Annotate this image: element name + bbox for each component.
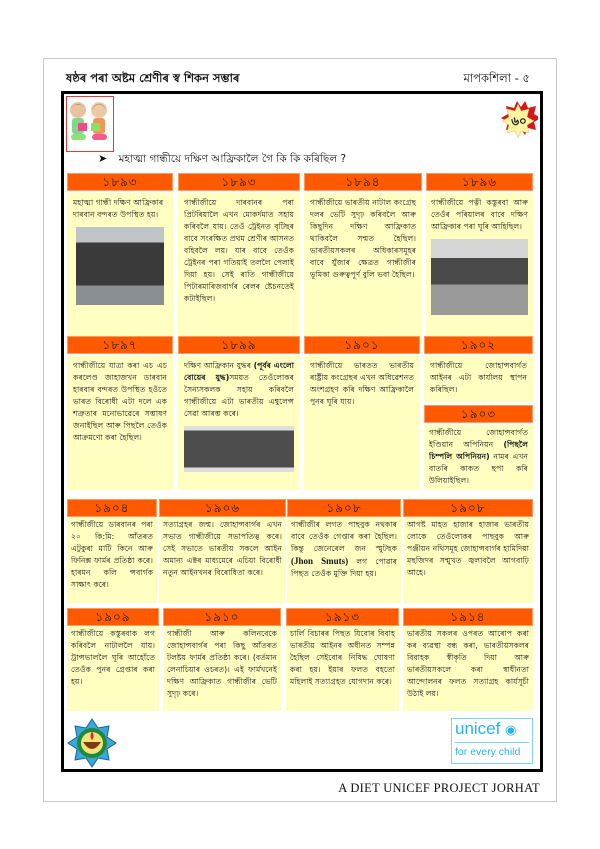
event-text	[184, 360, 294, 420]
event-text: গান্ধীজী আৰু কলিনবেকে জোহান্সবাৰ্গৰ পৰা কিছু আঁতৰত টলষ্টয় ফাৰ্মৰ প্ৰতিষ্ঠা কৰে। (বৰ্তমান লেনাচিয়াৰ ওচৰত)। এই ফাৰ্মখনেই দক্ষিণ আফ্ৰিকাত গান্ধীজীৰ ভেটি সুদৃঢ় কৰে।	[163, 626, 281, 711]
event-text: সত্যাগ্ৰহৰ জন্ম। জোহান্সবাৰ্গৰ এখন সভাত গান্ধীজীয়ে সভাপতিত্ব কৰে। সেই সভাতে ভাৰতীয় সকলে আইন অমান্য এক্টৰ মাধ্যমেৰে এচিয়া বিৰোধী নতুন আইনখনৰ বিৰোধিতা কৰে।	[159, 517, 286, 603]
event-year: ১৮৯৭	[67, 336, 173, 354]
badge-number: ৬০	[511, 114, 527, 128]
event-body	[426, 193, 533, 344]
event-year: ১৯০১	[304, 336, 420, 354]
unicef-globe-icon: ◉	[505, 722, 517, 737]
event-card-1904	[67, 499, 157, 603]
text-bold-part: (পূৰ্বৰ এংলো বোয়েৰ যুদ্ধ)	[184, 361, 295, 382]
event-card-1902	[424, 336, 533, 402]
event-year: ১৯০৮	[287, 499, 401, 517]
event-text: গান্ধীজীয়ে পত্নী কস্তুৰবা আৰু তেওঁৰ পৰিয়ালৰ বাবে দক্ষিণ আফ্ৰিকাৰ পৰা ঘূৰি আহিছিল।	[431, 198, 528, 231]
event-card-1897	[67, 336, 173, 490]
text-bold-part: (পিছলৈ চিম্পলি অপিনিয়ন)	[429, 440, 528, 461]
event-card-1903	[424, 405, 533, 490]
event-card-1896	[426, 173, 533, 344]
event-card-1899	[178, 336, 300, 490]
arrow-bullet-icon: ➤	[98, 152, 108, 165]
footer-credit: A DIET UNICEF PROJECT JORHAT	[338, 781, 540, 795]
text-bold-part: (Jhon Smuts)	[291, 556, 349, 566]
text-part: লগ পোৱাৰ পিছত তেওঁক মুক্তি দিয়া হয়।	[291, 557, 398, 578]
event-year: ১৯০২	[424, 336, 533, 354]
question	[98, 152, 346, 169]
event-text	[424, 425, 533, 490]
event-year: ১৯০৩	[424, 405, 533, 423]
diet-emblem-icon	[67, 718, 117, 768]
event-text: মহাত্মা গান্ধী দক্ষিণ আফ্ৰিকাৰ দাৰবান বন্দৰত উপস্থিত হয়।	[73, 198, 164, 219]
page-badge	[498, 100, 538, 140]
question-text: মহাত্মা গান্ধীয়ে দক্ষিণ আফ্ৰিকালৈ গৈ কি কি কৰিছিল ?	[118, 153, 347, 165]
event-year: ১৯০৬	[159, 499, 286, 517]
event-text	[287, 517, 401, 603]
event-text: গান্ধীজীয়ে জোহান্সবাৰ্গত আইনৰ এটা কাৰ্যালয় স্থাপন কৰিছিল।	[424, 356, 533, 402]
event-year: ১৮৯৯	[178, 336, 300, 354]
ship-photo	[76, 227, 164, 305]
event-body	[67, 193, 173, 344]
diet-logo	[67, 718, 117, 768]
event-text: গান্ধীজীয়ে ভাৰতত ভাৰতীয় ৰাষ্ট্ৰীয় কংগ্ৰেছৰ এখন অধিৱেশনত অংশগ্ৰহণ কৰি দক্ষিণ আফ্ৰিকালৈ পুনৰ ঘূৰি যায়।	[304, 356, 420, 490]
event-text: গান্ধীজীয়ে যাত্ৰা কৰা এচ এচ কৰলেণ্ড জাহাজখন ডাৰবান হাৰবাৰ বন্দৰত উপস্থিত হওঁতে ভাৰত বিৰোধী এটা দলে এক শত্ৰুতাৰ মনোভাৱেৰে সম্ভাষণ জনাইছিল আৰু পিছলৈ তেওঁক আক্ৰমণো কৰা হৈছিল।	[67, 356, 173, 490]
event-card-1894	[304, 173, 422, 344]
text-part: গান্ধীজীৰ লগত পাছবুক নথকাৰ বাবে তেওঁক গেপ্তাৰ কৰা হৈছিল। কিন্তু জেনেৰেল জন স্মুটছক	[291, 520, 397, 553]
text-part: সময়ত তেওঁলোকৰ সৈন্যসকলক সহায় কৰিবলৈ গান্ধীজীয়ে এটা ভাৰতীয় এম্বুলেন্স সেৱা আৰম্ভ কৰে।	[184, 373, 294, 418]
unicef-tagline: for every child	[455, 746, 521, 758]
event-card-1908-b	[403, 499, 533, 603]
text-part: দক্ষিণ আফ্ৰিকান যুদ্ধৰ	[184, 361, 254, 370]
event-card-1893-a	[67, 173, 173, 344]
event-year: ১৯০৮	[403, 499, 533, 517]
event-card-1906	[159, 499, 286, 603]
event-text: গান্ধীজীয়ে ডাৰবানৰ পৰা ২০ কি:মি: আঁতৰত এটুকুৰা মাটি কিনে আৰু ফিনিক্স ফাৰ্মৰ প্ৰতিষ্ঠা কৰে। হাৰমন কলি ন্সবাৰ্গক সাক্ষাৎ কৰে।	[67, 517, 157, 603]
event-card-1908-a	[287, 499, 401, 603]
event-text: গান্ধীজীয়ে দাৰবানৰ পৰা প্ৰিটৰিয়ালৈ এখন মোকৰ্দমাত সহায় কৰিবলৈ যায়। তেওঁ ট্ৰেইনত বৃটিছৰ বাবে সংৰক্ষিত প্ৰথম শ্ৰেণীৰ আসনত বহিবলৈ লয়। যাৰ বাবে তেওঁক ট্ৰেইনৰ পৰা গতিয়াই তললৈ পেলাই দিয়া হয়। সেই ৰাতি গান্ধীজীয়ে পিটাৰমাৰিজবাৰ্গৰ ৰেলৰ ষ্টেচনতেই কটাইছিল।	[178, 193, 300, 344]
event-year: ১৯০৪	[67, 499, 157, 517]
ambulance-corps-photo	[184, 426, 294, 472]
event-year: ১৮৯৪	[304, 173, 422, 191]
event-card-1893-b	[178, 173, 300, 344]
unicef-name: unicef	[455, 719, 501, 738]
unicef-wordmark	[452, 719, 532, 740]
event-year: ১৯০৯	[67, 608, 159, 626]
event-year: ১৮৯৬	[426, 173, 533, 191]
text-part: গান্ধীজীয়ে জোহান্সবাৰ্গত ইণ্ডিয়ান অপিনিয়ন	[429, 428, 528, 449]
text-part: নামৰ এখন বাতৰি কাকত ছপা কৰি উলিয়াইছিল।	[429, 452, 528, 485]
family-photo	[431, 239, 528, 315]
series-title: ষষ্ঠৰ পৰা অষ্টম শ্ৰেণীৰ স্ব শিকন সম্ভাৰ	[66, 71, 240, 85]
unicef-logo	[451, 718, 533, 764]
divider	[455, 742, 529, 743]
children-icon	[67, 97, 111, 149]
event-year: ১৯১৩	[286, 608, 399, 626]
event-card-1914	[403, 608, 533, 711]
event-card-1909	[67, 608, 159, 711]
event-text: গান্ধীজীয়ে কস্তুৰবাক লগ কৰিবলৈ নাটাললৈ যায়। ট্ৰান্সভাললৈ ঘূৰি আহোঁতে তেওঁক পুনৰ গ্ৰেপ্তাৰ কৰা হয়।	[67, 626, 159, 711]
event-year: ১৮৯৩	[67, 173, 173, 191]
event-year: ১৯১৪	[403, 608, 533, 626]
event-card-1901	[304, 336, 420, 490]
event-year: ১৯১০	[163, 608, 281, 626]
event-body	[178, 356, 300, 490]
children-reading-illustration	[66, 96, 114, 152]
event-year: ১৮৯৩	[178, 173, 300, 191]
event-text: আগষ্ট মাহত হাজাৰ হাজাৰ ভাৰতীয় লোকে তেওঁলোকৰ পাছবুক আৰু পঞ্জীয়ন নথিসমূহ জোহান্সবাৰ্গৰ হামিদিয়া মছজিদৰ সন্মুখত জ্বলাবলৈ আগবাঢ়ি আহে।	[403, 517, 533, 603]
worksheet-number: মাপকশিলা - ৫	[463, 71, 530, 85]
event-text: গান্ধীজীয়ে ভাৰতীয় নাটাল কংগ্ৰেছ দলৰ ভেটি সুদৃঢ় কৰিবলৈ আৰু কিছুদিন দক্ষিণ আফ্ৰিকাত থাকিবলৈ সন্মত হৈছিল। ভাৰতীয়সকলৰ অধিকাৰসমূহৰ বাবে যুঁজাৰ ক্ষেত্ৰত গান্ধীজীৰ ভূমিকা গুৰুত্বপূৰ্ণ বুলি ভবা হৈছিল।	[304, 193, 422, 344]
event-text: চাৰ্লি বিচাৰৰ পিছত যিবোৰ বিবাহ ভাৰতীয় আইনৰ অধীনত সম্পন্ন হৈছিল সেইবোৰ নিষিদ্ধ ঘোষণা কৰা হয়। ইয়াৰ ফলত বহতো মহিলাই সত্যাগ্ৰহত যোগদান কৰে।	[286, 626, 399, 711]
event-card-1913	[286, 608, 399, 711]
event-text: ভাৰতীয় সকলৰ ওপৰত আৰোপ কৰা কৰ ব্যৱস্থা বন্ধ কৰা, ভাৰতীয়সকলৰ বিবাহক স্বীকৃতি দিয়া আৰু ভাৰতীয়সকলে কৰা স্বাধীনতা আন্দোলনৰ ফলত সত্যাগ্ৰহ কাৰ্যসূচী উঠাই লয়।	[403, 626, 533, 711]
event-card-1910	[163, 608, 281, 711]
